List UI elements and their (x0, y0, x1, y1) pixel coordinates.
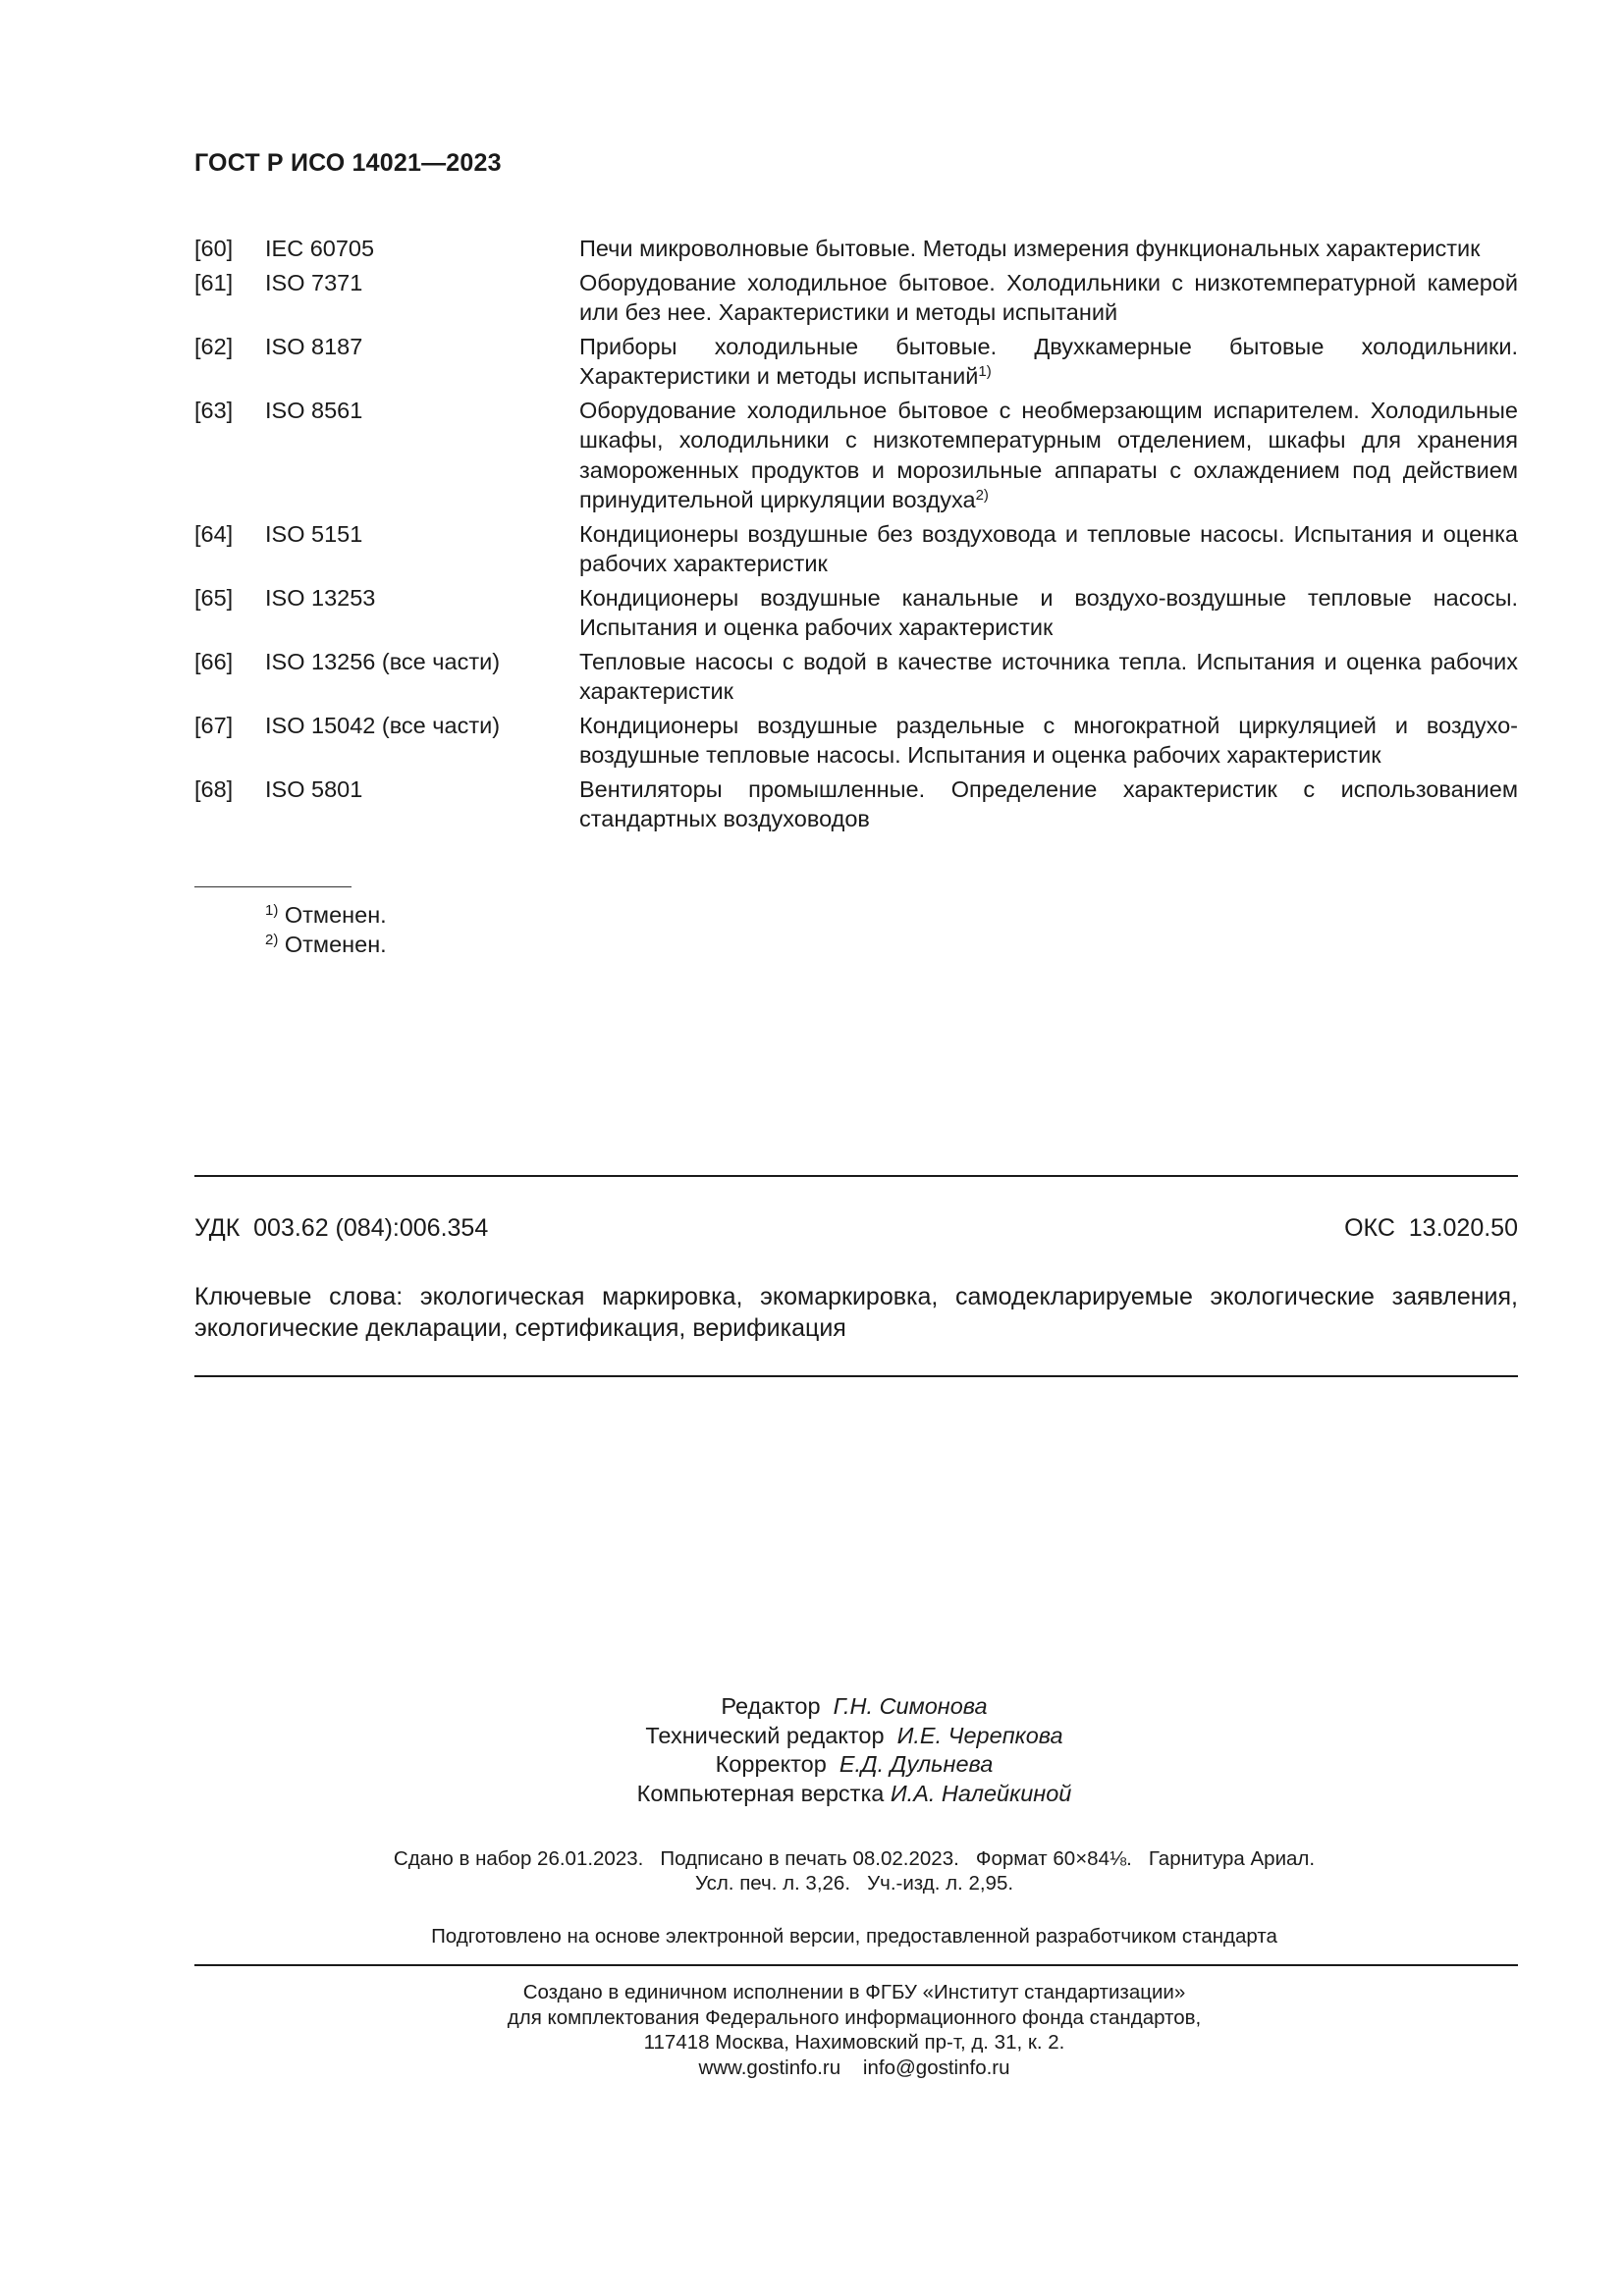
bibliography-entry (194, 268, 1518, 328)
classification-row (194, 1214, 1518, 1243)
standard-title (579, 396, 1518, 515)
standard-code: ISO 15042 (все части) (265, 712, 501, 738)
publication-line: Усл. печ. л. 3,26. Уч.-изд. л. 2,95. (694, 1872, 1014, 1895)
standard-title (579, 519, 1518, 579)
footnote (265, 900, 387, 930)
entry-number: [63] (194, 397, 234, 423)
standard-title-text: Вентиляторы промышленные. Определение характеристик с использованием стандартных воздуховодов (579, 775, 1518, 831)
bibliography-entry (194, 647, 1518, 707)
divider-keywords (194, 1375, 1518, 1377)
entry-number: [68] (194, 775, 234, 802)
standard-code: ISO 7371 (265, 269, 363, 295)
udk-code: УДК 003.62 (084):006.354 (194, 1214, 489, 1242)
oks-code: ОКС 13.020.50 (1344, 1214, 1518, 1242)
publication-info (0, 1846, 1624, 1896)
credit-line (0, 1750, 1624, 1780)
divider-bottom (194, 1964, 1518, 1966)
standard-title (579, 774, 1518, 834)
footnote-text: Отменен. (284, 932, 387, 957)
standard-title-text: Печи микроволновые бытовые. Методы измерения функциональных характеристик (579, 236, 1481, 261)
credit-role: Корректор (715, 1751, 827, 1777)
standard-title-text: Оборудование холодильное бытовое. Холодильники с низкотемпературной камерой или без нее. Характеристики и методы испытаний (579, 269, 1518, 325)
standard-title-text: Приборы холодильные бытовые. Двухкамерные бытовые холодильники. Характеристики и методы испытаний (579, 333, 1518, 389)
standard-code: ISO 8187 (265, 333, 363, 359)
footnote-mark: 2) (265, 932, 279, 948)
standard-title (579, 647, 1518, 707)
bibliography-entry (194, 332, 1518, 392)
standard-title-text: Тепловые насосы с водой в качестве источника тепла. Испытания и оценка рабочих характеристик (579, 648, 1518, 704)
imprint (0, 1980, 1624, 2080)
credit-name: И.Е. Черепкова (896, 1722, 1063, 1748)
entry-number: [60] (194, 236, 234, 261)
prepared-note: Подготовлено на основе электронной версии, предоставленной разработчиком стандарта (431, 1925, 1277, 1948)
footnote-mark: 1) (265, 902, 279, 919)
keywords: Ключевые слова: экологическая маркировка, экомаркировка, самодекларируемые экологические заявления, экологические декларации, сертификация, верификация (194, 1283, 1518, 1342)
footnote-text: Отменен. (284, 902, 387, 928)
standard-title (579, 583, 1518, 643)
imprint-line: для комплектования Федерального информационного фонда стандартов, (507, 2005, 1202, 2029)
bibliography-entry (194, 396, 1518, 515)
credit-name: Е.Д. Дульнева (839, 1751, 994, 1777)
standard-title (579, 234, 1518, 264)
entry-number: [61] (194, 269, 234, 295)
footnote-divider (194, 886, 352, 887)
standard-code: ISO 5151 (265, 520, 363, 547)
credit-role: Технический редактор (645, 1722, 885, 1748)
standard-title-text: Кондиционеры воздушные без воздуховода и тепловые насосы. Испытания и оценка рабочих характеристик (579, 520, 1518, 576)
standard-title (579, 332, 1518, 392)
credit-role: Компьютерная верстка (636, 1780, 885, 1806)
credit-role: Редактор (721, 1693, 821, 1719)
standard-code: ISO 5801 (265, 775, 363, 802)
credit-line (0, 1692, 1624, 1722)
credit-name: Г.Н. Симонова (833, 1693, 988, 1719)
credit-name: И.А. Налейкиной (890, 1780, 1072, 1806)
bibliography-entry (194, 711, 1518, 771)
entry-number: [67] (194, 712, 234, 738)
entry-number: [65] (194, 584, 234, 611)
bibliography-entry (194, 234, 1518, 264)
footnote-marker: 2) (975, 487, 989, 504)
credit-line (0, 1722, 1624, 1751)
standard-title-text: Оборудование холодильное бытовое с необмерзающим испарителем. Холодильные шкафы, холодильники с низкотемпературным отделением, шкафы для хранения замороженных продуктов и морозильные аппараты с охлаждением под действием принудительной циркуляции воздуха (579, 397, 1518, 512)
imprint-links: www.gostinfo.ru info@gostinfo.ru (698, 2056, 1010, 2079)
standard-code: ISO 13256 (все части) (265, 648, 501, 674)
entry-number: [66] (194, 648, 234, 674)
bibliography-entry (194, 519, 1518, 579)
credit-line (0, 1780, 1624, 1809)
standard-code: IEC 60705 (265, 236, 375, 261)
bibliography-entry (194, 583, 1518, 643)
standard-code: ISO 8561 (265, 397, 363, 423)
standard-title-text: Кондиционеры воздушные канальные и воздухо-воздушные тепловые насосы. Испытания и оценка рабочих характеристик (579, 584, 1518, 640)
page-header: ГОСТ Р ИСО 14021—2023 (194, 149, 502, 177)
credits (0, 1692, 1624, 1808)
divider-top (194, 1175, 1518, 1177)
bibliography-entry (194, 774, 1518, 834)
standard-code: ISO 13253 (265, 584, 376, 611)
entry-number: [62] (194, 333, 234, 359)
entry-number: [64] (194, 520, 234, 547)
standard-title (579, 711, 1518, 771)
bibliography-list (194, 234, 1518, 838)
footnote-marker: 1) (978, 363, 992, 380)
footnote (265, 930, 387, 959)
standard-title-text: Кондиционеры воздушные раздельные с многократной циркуляцией и воздухо-воздушные тепловые насосы. Испытания и оценка рабочих характеристик (579, 712, 1518, 768)
imprint-line: 117418 Москва, Нахимовский пр-т, д. 31, к. 2. (643, 2031, 1065, 2054)
footnotes (265, 900, 387, 959)
standard-title (579, 268, 1518, 328)
publication-line: Сдано в набор 26.01.2023. Подписано в печать 08.02.2023. Формат 60×84⅛. Гарнитура Ариал. (393, 1847, 1316, 1870)
imprint-line: Создано в единичном исполнении в ФГБУ «Институт стандартизации» (522, 1981, 1186, 2003)
